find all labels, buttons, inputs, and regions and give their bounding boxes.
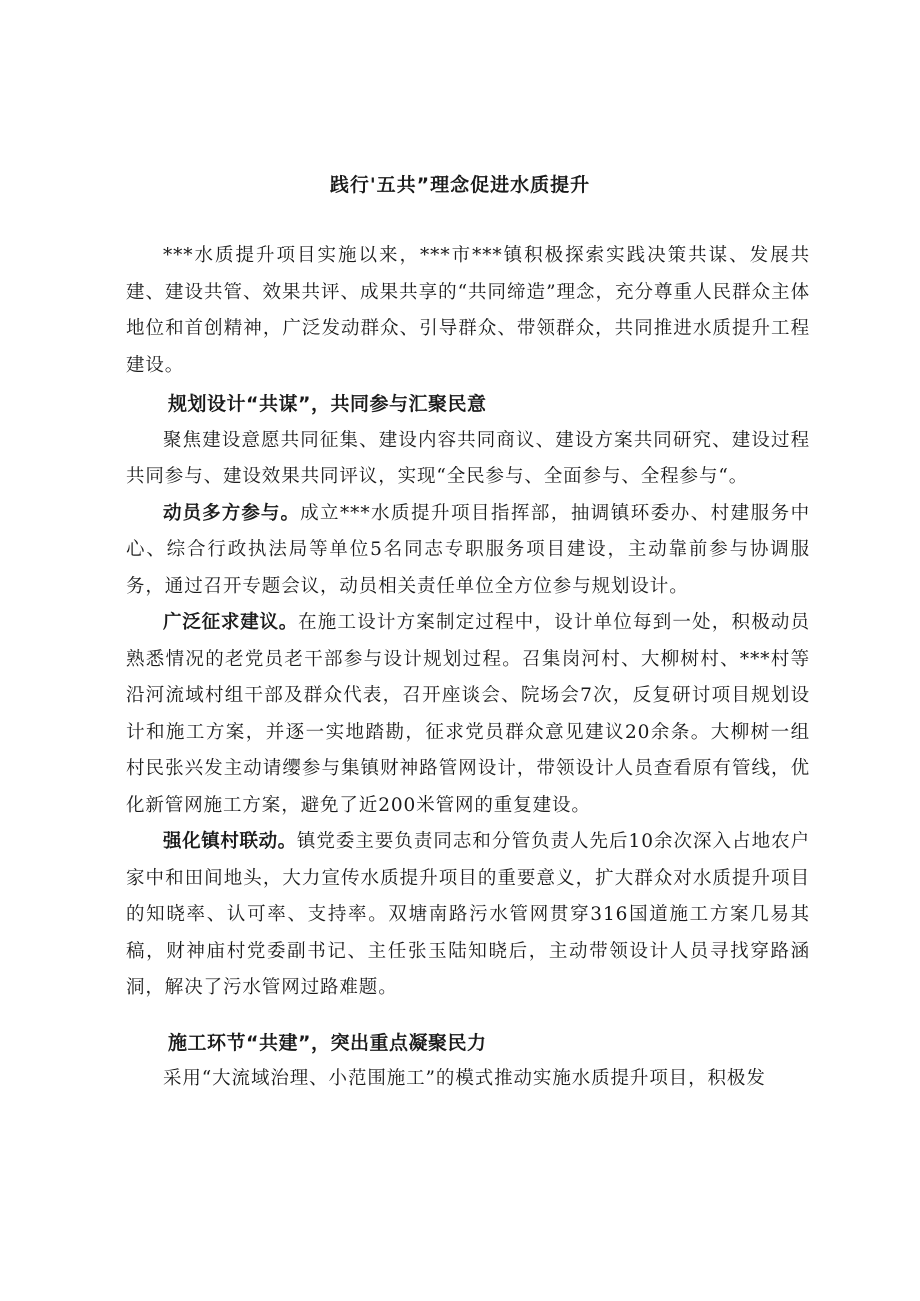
item-lead: 广泛征求建议。 — [163, 612, 299, 633]
section-heading-planning: 规划设计“共谋”，共同参与汇聚民意 — [168, 393, 487, 415]
document-body — [126, 238, 810, 1098]
item-lead: 强化镇村联动。 — [163, 831, 297, 852]
intro-paragraph: ***水质提升项目实施以来，***市***镇积极探索实践决策共谋、发展共建、建设共管、效果共评、成果共享的“共同缔造”理念，充分尊重人民群众主体地位和首创精神，广泛发动群众、引导群众、带领群众，共同推进水质提升工程建设。 — [126, 245, 810, 376]
section-heading-construction: 施工环节“共建”，突出重点凝聚民力 — [168, 1031, 487, 1054]
document-title: 践行'五共”理念促进水质提升 — [329, 174, 591, 196]
item-lead: 动员多方参与。 — [163, 502, 301, 524]
item-paragraph-mobilize — [126, 496, 810, 606]
item-text: 成立***水质提升项目指挥部，抽调镇环委办、村建服务中心、综合行政执法局等单位5名同志专职服务项目建设，主动靠前参与协调服务，通过召开专题会议，动员相关责任单位全方位参与规划设计。 — [126, 502, 810, 597]
item-text: 在施工设计方案制定过程中，设计单位每到一处，积极动员熟悉情况的老党员老干部参与设计规划过程。召集岗河村、大柳树村、***村等沿河流域村组干部及群众代表，召开座谈会、院场会7次，反复研讨项目规划设计和施工方案，并逐一实地踏勘，征求党员群众意见建议20余条。大柳树一组村民张兴发主动请缨参与集镇财神路管网设计，带领设计人员查看原有管线，优化新管网施工方案，避免了近200米管网的重复建设。 — [126, 612, 810, 816]
item-paragraph-suggestions — [126, 605, 810, 824]
section-intro-planning: 聚焦建设意愿共同征集、建设内容共同商议、建设方案共同研究、建设过程共同参与、建设效果共同评议，实现“全民参与、全面参与、全程参与“。 — [126, 429, 810, 487]
item-paragraph-linkage — [126, 824, 810, 1007]
section-intro-construction: 采用“大流域治理、小范围施工”的模式推动实施水质提升项目，积极发 — [163, 1068, 766, 1089]
item-text: 镇党委主要负责同志和分管负责人先后10余次深入占地农户家中和田间地头，大力宣传水质提升项目的重要意义，扩大群众对水质提升项目的知晓率、认可率、支持率。双塘南路污水管网贯穿316国道施工方案几易其稿，财神庙村党委副书记、主任张玉陆知晓后，主动带领设计人员寻找穿路涵洞，解决了污水管网过路难题。 — [126, 831, 810, 998]
spacer — [126, 1007, 810, 1025]
